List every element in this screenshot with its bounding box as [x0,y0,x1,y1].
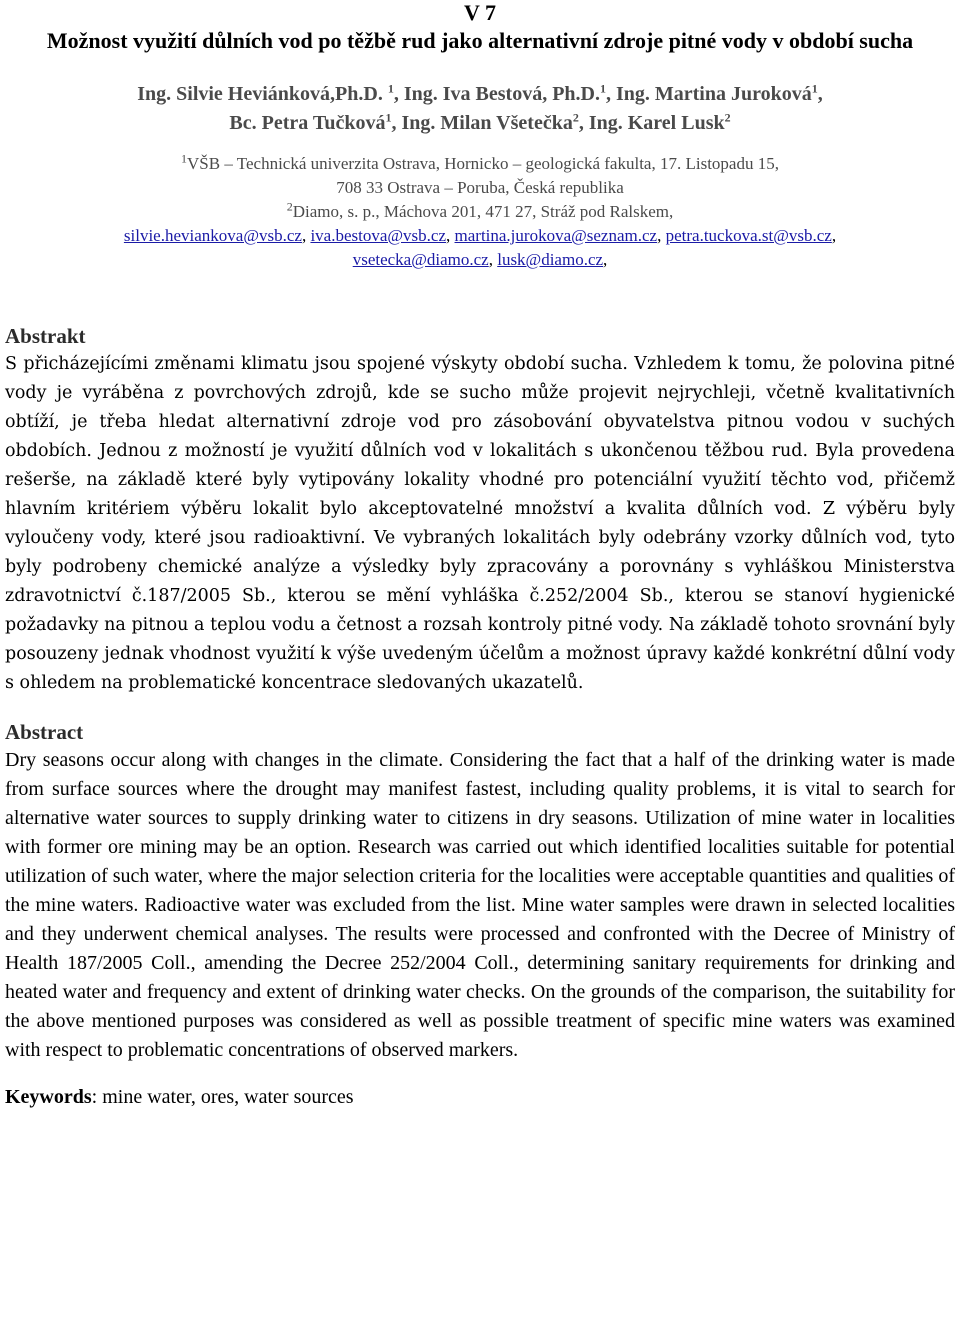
email-line-1: silvie.heviankova@vsb.cz, iva.bestova@vsb.cz, martina.jurokova@seznam.cz, petra.tuckova.st@vsb.cz, [123,226,837,245]
author-4: Bc. Petra Tučková [229,112,386,134]
abstract-text: Dry seasons occur along with changes in the climate. Considering the fact that a half of the drinking water is made from surface sources where the drought may manifest fastest, including quality problems, it is vital to search for alternative water sources to supply drinking water to citizens in dry seasons. Utilization of mine water in localities with former ore mining may be an option. Research was carried out which identified localities suitable for potential utilization of such water, where the major selection criteria for the localities were acceptable quantities and qualities of the mine waters. Radioactive water was excluded from the list. Mine water samples were drawn in selected localities and they underwent chemical analyses. The results were processed and confronted with the Decree of Ministry of Health 187/2005 Coll., amending the Decree 252/2004 Coll., determining sanitary requirements for drinking and heated water and frequency and extent of drinking water checks. On the grounds of the comparison, the suitability for the above mentioned purposes was considered as well as possible treatment of specific mine waters was examined with respect to problematic concentrations of observed markers. [5,749,955,1061]
affiliations [5,152,955,224]
affiliation-2: $^2$Diamo, s. p., Máchova 201, 471 27, Stráž pod Ralskem, [286,199,674,221]
author-4-aff: 1 [385,110,392,125]
author-5-aff: 2 [572,110,579,125]
email-link-bestova[interactable]: iva.bestova@vsb.cz [310,226,447,245]
email-list [5,224,955,272]
paper-page [5,0,955,1111]
affiliation-1-address: 708 33 Ostrava – Poruba, Česká republika [336,178,624,197]
keywords-label: Keywords [5,1086,92,1108]
email-link-tuckova[interactable]: petra.tuckova.st@vsb.cz [665,226,832,245]
author-6-aff: 2 [724,110,731,125]
author-line-1 [5,80,955,109]
author-list [5,80,955,138]
author-2: , Ing. Iva Bestová, Ph.D. [393,83,600,105]
paper-title: Možnost využití důlních vod po těžbě rud jako alternativní zdroje pitné vody v období sucha [46,28,914,53]
abstrakt-text: S přicházejícími změnami klimatu jsou spojené výskyty období sucha. Vzhledem k tomu, že polovina pitné vody je vyráběna z povrchových zdrojů, kde se sucho může projevit nejrychleji, včetně kvalitativních obtíží, je třeba hledat alternativní zdroje vod pro zásobování obyvatelstva pitnou vodou v suchých obdobích. Jednou z možností je využití důlních vod v lokalitách s ukončenou těžbou rud. Byla provedena rešerše, na základě které byly vytipovány lokality vhodné pro potenciální využití těchto vod, přičemž hlavním kritériem výběru lokalit bylo akceptovatelné množství a kvalita důlních vod. Z výběru byly vyloučeny vody, které jsou radioaktivní. Ve vybraných lokalitách byly odebrány vzorky důlních vod, tyto byly podrobeny chemické analýze a výsledky byly zpracovány a porovnány s vyhláškou Ministerstva zdravotnictví č.187/2005 Sb., kterou se mění vyhláška č.252/2004 Sb., kterou se stanoví hygienické požadavky na pitnou a teplou vodu a četnost a rozsah kontroly pitné vody. Na základě tohoto srovnání byly posouzeny jednak vhodnost využití k výše uvedeným účelům a možnost úpravy každé konkrétní důlní vody s ohledem na problematické koncentrace sledovaných ukazatelů. [5,354,955,693]
author-3: , Ing. Martina Juroková [605,83,812,105]
email-link-vsetecka[interactable]: vsetecka@diamo.cz [352,250,489,269]
author-sep: , [817,83,823,105]
keywords-text: : mine water, ores, water sources [91,1086,354,1108]
author-2-aff: 1 [599,81,606,96]
affiliation-1: $^1$VŠB – Technická univerzita Ostrava, Hornicko – geologická fakulta, 17. Listopadu 15, [181,151,779,173]
session-code: V 7 [464,0,496,25]
author-1-aff: 1 [387,81,394,96]
email-link-lusk[interactable]: lusk@diamo.cz [497,250,604,269]
email-link-jurokova[interactable]: martina.jurokova@seznam.cz [454,226,658,245]
abstract-heading: Abstract [5,720,84,744]
author-line-2 [5,109,955,138]
author-6: , Ing. Karel Lusk [578,112,725,134]
keywords [5,1083,955,1111]
abstrakt-heading: Abstrakt [5,324,86,348]
author-3-aff: 1 [811,81,818,96]
author-1: Ing. Silvie Heviánková,Ph.D. [137,83,388,105]
email-link-heviankova[interactable]: silvie.heviankova@vsb.cz [123,226,302,245]
email-line-2: vsetecka@diamo.cz, lusk@diamo.cz, [352,250,608,269]
author-5: , Ing. Milan Všetečka [391,112,573,134]
